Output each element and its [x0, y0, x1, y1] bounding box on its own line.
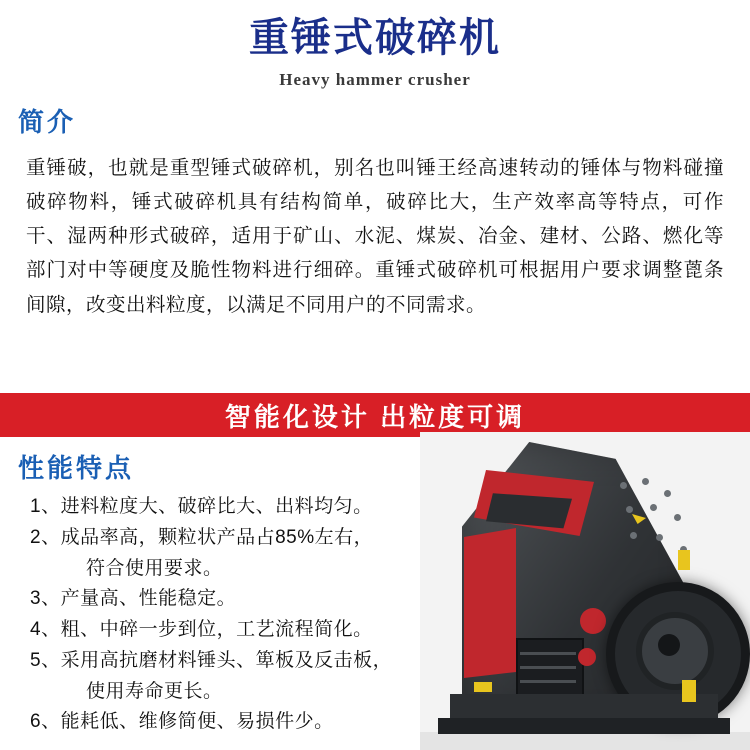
list-item	[30, 615, 460, 646]
features-heading: 性能特点	[18, 453, 135, 483]
feature-text-continued: 使用寿命更长。	[86, 680, 223, 702]
crusher-machine-image	[420, 432, 750, 750]
feature-text: 2、成品率高，颗粒状产品占85%左右，	[30, 526, 374, 548]
machine-bolt	[620, 482, 627, 489]
highlight-banner-text: 智能化设计 出粒度可调	[224, 401, 526, 432]
feature-text: 1、进料粒度大、破碎比大、出料均匀。	[30, 496, 373, 517]
title-block	[0, 0, 750, 90]
intro-paragraph: 重锤破，也就是重型锤式破碎机，别名也叫锤王经高速转动的锤体与物料碰撞破碎物料，锤式破碎机具有结构简单，破碎比大，生产效率高等特点，可作干、湿两种形式破碎，适用于矿山、水泥、煤炭、冶金、建材、公路、燃化等部门对中等硬度及脆性物料进行细碎。重锤式破碎机可根据用户要求调整蓖条间隙，改变出料粒度，以满足不同用户的不同需求。	[26, 157, 724, 316]
machine-bolt	[650, 504, 657, 511]
machine-warning-label	[474, 682, 492, 692]
machine-panel-line	[520, 652, 576, 655]
page-subtitle: Heavy hammer crusher	[279, 70, 471, 89]
machine-warning-label	[682, 680, 696, 702]
feature-text: 6、能耗低、维修简便、易损件少。	[30, 711, 334, 733]
machine-red-indicator	[578, 648, 596, 666]
feature-text-continued: 符合使用要求。	[86, 557, 223, 579]
features-list	[30, 492, 460, 738]
page-title: 重锤式破碎机	[249, 16, 501, 60]
machine-base-plate	[438, 718, 730, 734]
list-item	[30, 523, 460, 585]
list-item	[30, 707, 460, 738]
list-item	[30, 584, 460, 615]
feature-text: 4、粗、中碎一步到位，工艺流程简化。	[30, 619, 373, 641]
machine-red-indicator	[580, 608, 606, 634]
feature-text: 3、产量高、性能稳定。	[30, 588, 237, 610]
feature-text: 5、采用高抗磨材料锤头、箄板及反击板，	[30, 649, 393, 671]
machine-bolt	[630, 532, 637, 539]
image-ground	[420, 732, 750, 750]
list-item	[30, 646, 460, 708]
machine-bolt	[674, 514, 681, 521]
machine-warning-label	[678, 550, 690, 570]
machine-bolt	[656, 534, 663, 541]
machine-red-panel	[464, 528, 516, 678]
machine-flywheel-hub	[658, 634, 680, 656]
machine-bolt	[626, 506, 633, 513]
machine-panel-line	[520, 680, 576, 683]
highlight-banner	[0, 393, 750, 437]
machine-bolt	[664, 490, 671, 497]
list-item	[30, 492, 460, 523]
machine-bolt	[642, 478, 649, 485]
intro-heading: 简介	[18, 107, 77, 137]
machine-panel-line	[520, 666, 576, 669]
